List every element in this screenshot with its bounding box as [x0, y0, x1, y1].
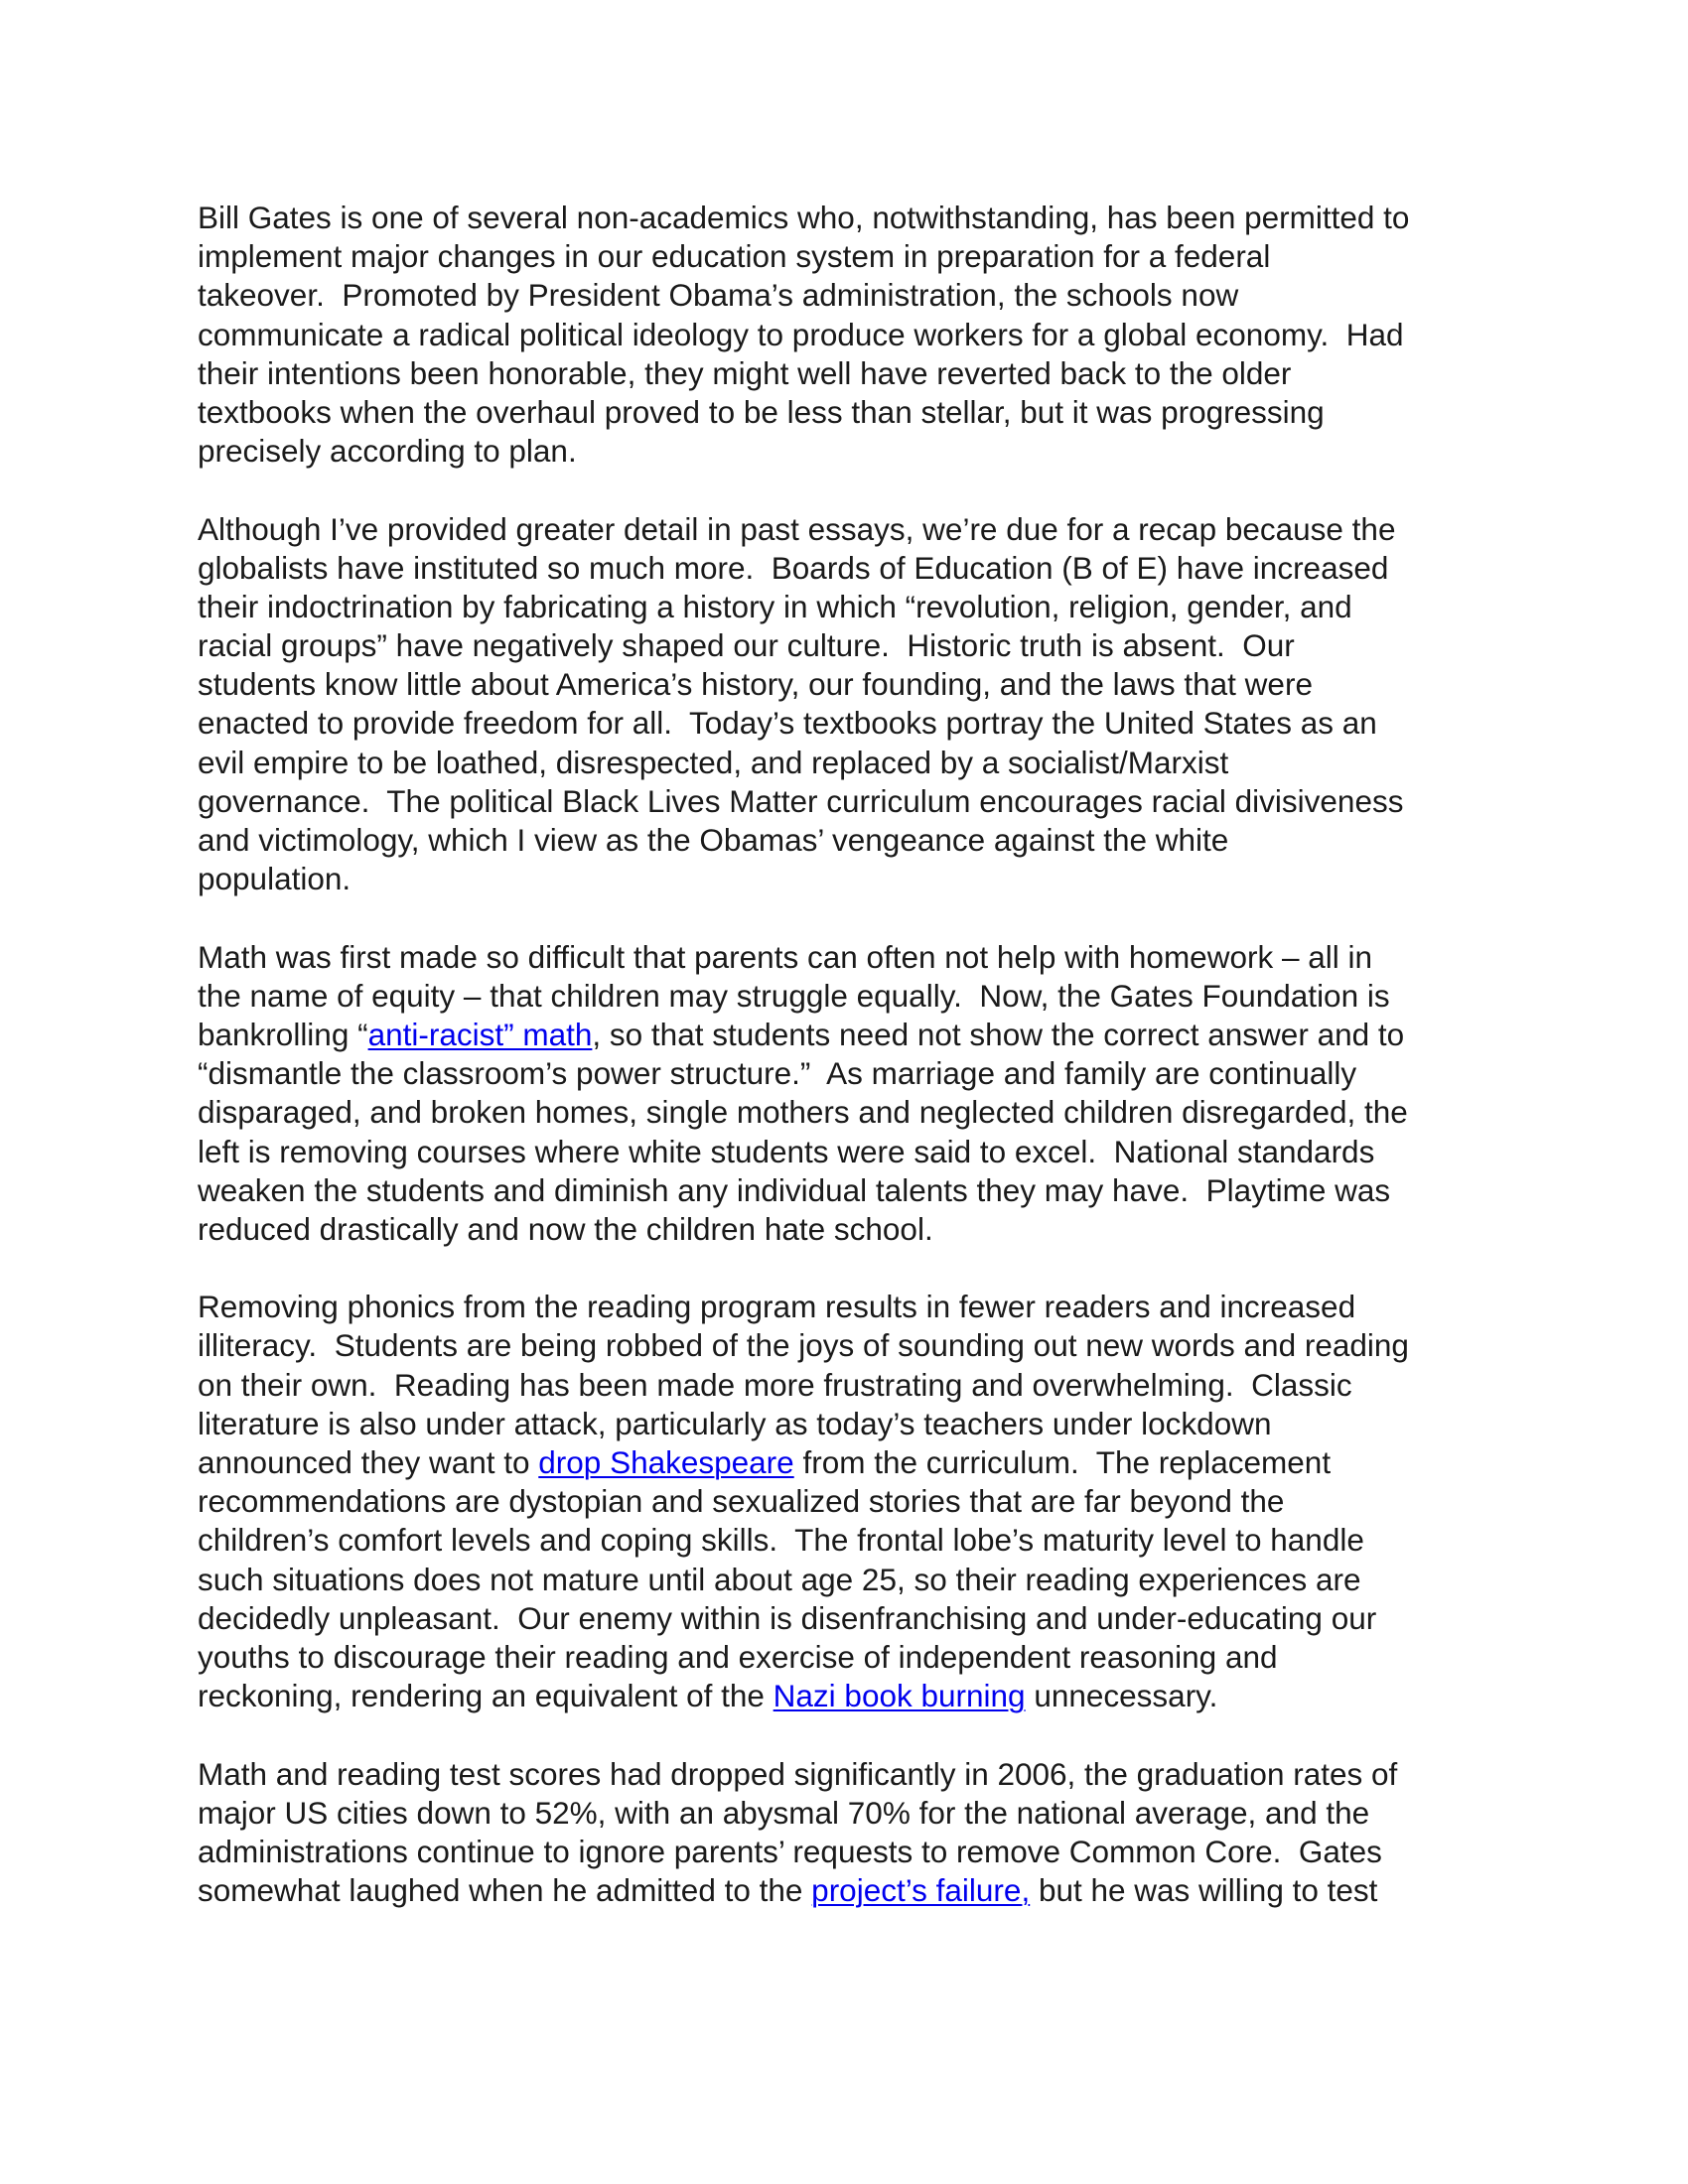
text-line [198, 393, 1498, 432]
text-segment: textbooks when the overhaul proved to be less than stellar, but it was progressing [198, 393, 1325, 430]
text-segment: reckoning, rendering an equivalent of the [198, 1678, 774, 1714]
text-line [198, 665, 1498, 704]
text-line [198, 1871, 1498, 1910]
text-segment: evil empire to be loathed, disrespected, and replaced by a socialist/Marxist [198, 744, 1229, 780]
paragraph [198, 1288, 1498, 1715]
text-line [198, 1171, 1498, 1210]
text-segment: students know little about America’s history, our founding, and the laws that were [198, 666, 1313, 703]
text-line [198, 1677, 1498, 1715]
text-line [198, 744, 1498, 782]
text-line [198, 432, 1498, 471]
text-segment: but he was willing to test [1030, 1872, 1378, 1909]
text-segment: unnecessary. [1025, 1678, 1218, 1714]
text-line [198, 938, 1498, 977]
text-line [198, 626, 1498, 665]
text-line [198, 1794, 1498, 1833]
text-segment: Math and reading test scores had dropped significantly in 2006, the graduation rates of [198, 1755, 1398, 1792]
paragraph [198, 510, 1498, 899]
text-segment: and victimology, which I view as the Obamas’ vengeance against the white [198, 822, 1229, 858]
paragraph [198, 1755, 1498, 1911]
text-segment: governance. The political Black Lives Matter curriculum encourages racial divisiveness [198, 782, 1404, 819]
text-segment: “dismantle the classroom’s power structure.” As marriage and family are continually [198, 1055, 1357, 1092]
text-segment: on their own. Reading has been made more frustrating and overwhelming. Classic [198, 1366, 1352, 1403]
text-segment: decidedly unpleasant. Our enemy within is disenfranchising and under-educating our [198, 1599, 1377, 1636]
text-segment: takeover. Promoted by President Obama’s administration, the schools now [198, 277, 1239, 314]
text-line [198, 199, 1498, 237]
link-anti-racist-math[interactable]: anti-racist” math [367, 1016, 593, 1052]
text-segment: major US cities down to 52%, with an abysmal 70% for the national average, and the [198, 1794, 1370, 1831]
text-line [198, 704, 1498, 743]
text-line [198, 1755, 1498, 1794]
text-segment: implement major changes in our education system in preparation for a federal [198, 238, 1271, 275]
text-line [198, 1210, 1498, 1249]
text-segment: Math was first made so difficult that parents can often not help with homework – all in [198, 938, 1373, 975]
text-segment: disparaged, and broken homes, single mothers and neglected children disregarded, the [198, 1094, 1408, 1131]
text-segment: children’s comfort levels and coping skills. The frontal lobe’s maturity level to handle [198, 1522, 1364, 1559]
text-segment: racial groups” have negatively shaped our culture. Historic truth is absent. Our [198, 627, 1295, 664]
text-segment: literature is also under attack, particularly as today’s teachers under lockdown [198, 1405, 1272, 1441]
text-line [198, 1016, 1498, 1054]
text-line [198, 1833, 1498, 1871]
text-line [198, 1521, 1498, 1560]
text-segment: reduced drastically and now the children hate school. [198, 1210, 933, 1247]
text-segment: Removing phonics from the reading program results in fewer readers and increased [198, 1289, 1356, 1325]
text-segment: communicate a radical political ideology to produce workers for a global economy. Had [198, 316, 1404, 352]
text-segment: youths to discourage their reading and exercise of independent reasoning and [198, 1638, 1278, 1675]
paragraph [198, 199, 1498, 471]
text-segment: precisely according to plan. [198, 433, 577, 470]
text-line [198, 1443, 1498, 1482]
text-line [198, 354, 1498, 393]
text-line [198, 1482, 1498, 1521]
text-line [198, 1366, 1498, 1405]
text-segment: their indoctrination by fabricating a history in which “revolution, religion, gender, and [198, 588, 1352, 624]
paragraph-gap [198, 898, 1498, 937]
paragraph-gap [198, 471, 1498, 509]
text-segment: Although I’ve provided greater detail in past essays, we’re due for a recap because the [198, 510, 1396, 547]
text-segment: their intentions been honorable, they might well have reverted back to the older [198, 354, 1292, 391]
text-line [198, 977, 1498, 1016]
text-line [198, 588, 1498, 626]
link-nazi-book-burning[interactable]: Nazi book burning [773, 1678, 1026, 1714]
text-segment: , so that students need not show the correct answer and to [592, 1016, 1405, 1052]
text-line [198, 510, 1498, 549]
text-line [198, 821, 1498, 860]
paragraph [198, 938, 1498, 1250]
text-line [198, 1599, 1498, 1638]
text-line [198, 1405, 1498, 1443]
text-segment: the name of equity – that children may struggle equally. Now, the Gates Foundation is [198, 977, 1390, 1014]
text-line [198, 316, 1498, 354]
text-segment: Bill Gates is one of several non-academics who, notwithstanding, has been permitted to [198, 200, 1410, 235]
text-line [198, 1288, 1498, 1326]
paragraph-gap [198, 1715, 1498, 1754]
text-segment: left is removing courses where white students were said to excel. National standards [198, 1133, 1375, 1169]
paragraph-gap [198, 1249, 1498, 1288]
text-segment: administrations continue to ignore parents’ requests to remove Common Core. Gates [198, 1833, 1382, 1869]
text-segment: announced they want to [198, 1444, 539, 1480]
text-segment: from the curriculum. The replacement [793, 1444, 1332, 1480]
document-body [198, 199, 1498, 1910]
text-line [198, 1561, 1498, 1599]
text-line [198, 1054, 1498, 1093]
text-segment: illiteracy. Students are being robbed of the joys of sounding out new words and reading [198, 1327, 1409, 1364]
text-segment: enacted to provide freedom for all. Today’s textbooks portray the United States as an [198, 705, 1377, 742]
text-segment: bankrolling “ [198, 1016, 368, 1052]
text-segment: recommendations are dystopian and sexualized stories that are far beyond the [198, 1483, 1285, 1520]
text-line [198, 1326, 1498, 1365]
text-line [198, 860, 1498, 898]
text-segment: such situations does not mature until about age 25, so their reading experiences are [198, 1561, 1361, 1597]
text-segment: weaken the students and diminish any individual talents they may have. Playtime was [198, 1171, 1391, 1208]
text-line [198, 549, 1498, 588]
text-segment: somewhat laughed when he admitted to the [198, 1872, 812, 1909]
text-line [198, 237, 1498, 276]
text-segment: globalists have instituted so much more. Boards of Education (B of E) have increased [198, 549, 1389, 586]
text-line [198, 276, 1498, 315]
link-drop-shakespeare[interactable]: drop Shakespeare [538, 1444, 794, 1480]
text-line [198, 1133, 1498, 1171]
text-line [198, 1638, 1498, 1677]
link-projects-failure[interactable]: project’s failure, [811, 1872, 1031, 1909]
text-line [198, 782, 1498, 821]
text-line [198, 1093, 1498, 1132]
text-segment: population. [198, 861, 352, 897]
